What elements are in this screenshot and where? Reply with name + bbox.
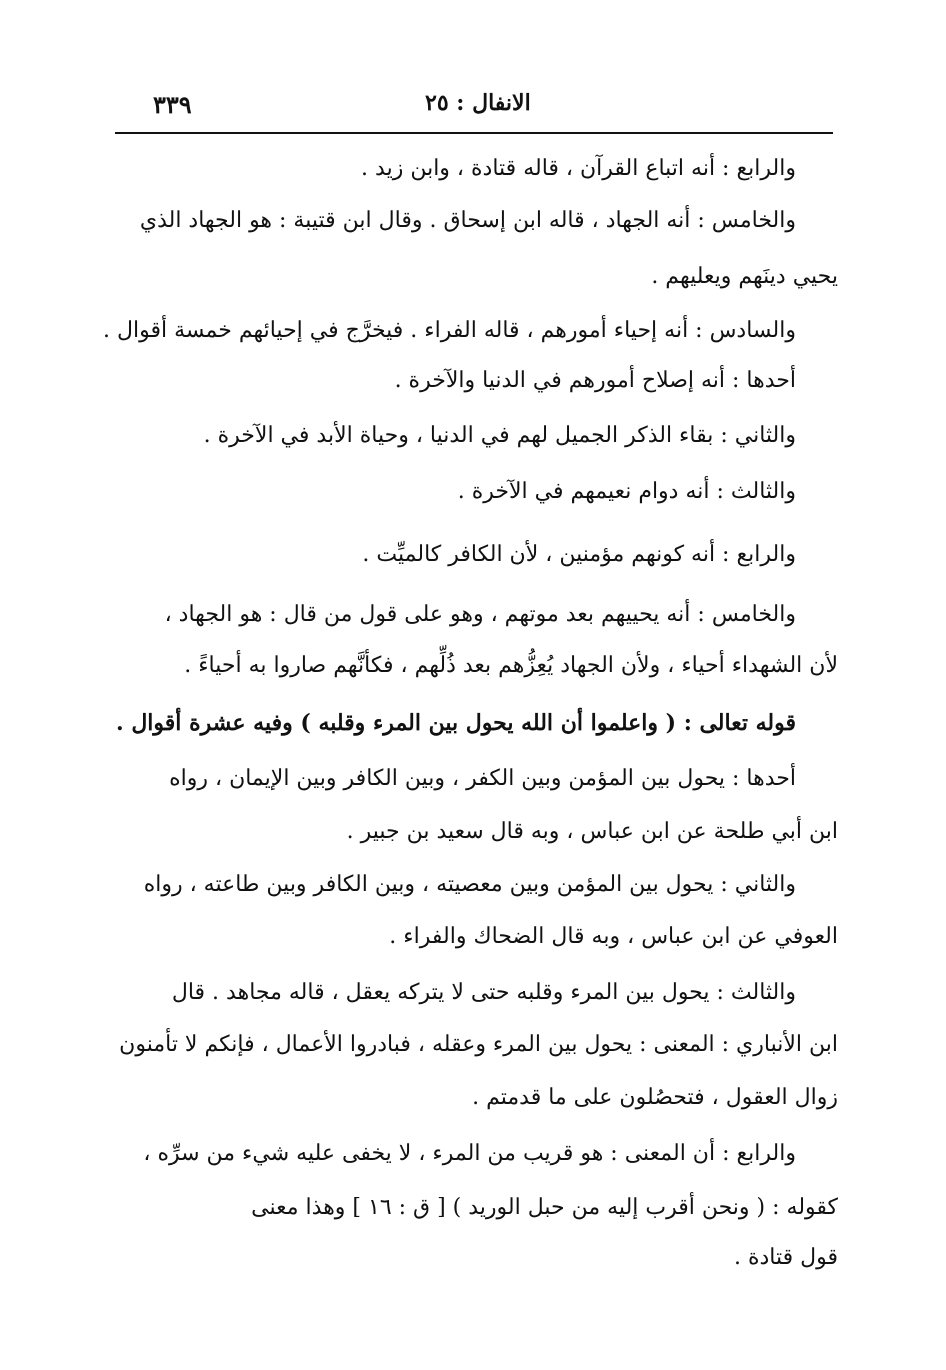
- text-line: والثاني : بقاء الذكر الجميل لهم في الدنيا ، وحياة الأبد في الآخرة .: [203, 423, 796, 448]
- header-rule: [115, 132, 833, 134]
- text-line: والخامس : أنه الجهاد ، قاله ابن إسحاق . وقال ابن قتيبة : هو الجهاد الذي: [139, 208, 796, 233]
- text-line: والثاني : يحول بين المؤمن وبين معصيته ، وبين الكافر وبين طاعته ، رواه: [143, 872, 796, 897]
- running-head: الانفال : ٢٥: [425, 90, 531, 116]
- text-line: والرابع : أنه كونهم مؤمنين ، لأن الكافر كالميِّت .: [362, 542, 796, 567]
- text-line: والثالث : يحول بين المرء وقلبه حتى لا يتركه يعقل ، قاله مجاهد . قال: [171, 980, 796, 1005]
- text-line: والثالث : أنه دوام نعيمهم في الآخرة .: [457, 479, 796, 504]
- text-line: كقوله : ( ونحن أقرب إليه من حبل الوريد ) [ ق : ١٦ ] وهذا معنى: [251, 1195, 838, 1220]
- text-line: ابن أبي طلحة عن ابن عباس ، وبه قال سعيد بن جبير .: [346, 819, 838, 844]
- text-line: أحدها : يحول بين المؤمن وبين الكفر ، وبين الكافر وبين الإيمان ، رواه: [169, 766, 796, 791]
- text-line: والخامس : أنه يحييهم بعد موتهم ، وهو على قول من قال : هو الجهاد ،: [164, 602, 796, 627]
- text-line: زوال العقول ، فتحصُلون على ما قدمتم .: [472, 1085, 838, 1110]
- text-line: قوله تعالى : ( واعلموا أن الله يحول بين المرء وقلبه ) وفيه عشرة أقوال .: [116, 710, 796, 736]
- text-line: ابن الأنباري : المعنى : يحول بين المرء وعقله ، فبادروا الأعمال ، فإنكم لا تأمنون: [119, 1032, 838, 1057]
- text-line: والرابع : أن المعنى : هو قريب من المرء ، لا يخفى عليه شيء من سرِّه ،: [143, 1141, 796, 1166]
- text-line: العوفي عن ابن عباس ، وبه قال الضحاك والفراء .: [389, 924, 838, 949]
- page-header: [115, 88, 835, 128]
- text-line: يحيي دينَهم ويعليهم .: [651, 264, 838, 289]
- page-number: ٣٣٩: [153, 90, 192, 119]
- text-line: والرابع : أنه اتباع القرآن ، قاله قتادة ، وابن زيد .: [361, 156, 796, 181]
- text-line: والسادس : أنه إحياء أمورهم ، قاله الفراء . فيخرَّج في إحيائهم خمسة أقوال .: [103, 318, 796, 343]
- text-line: قول قتادة .: [733, 1245, 838, 1270]
- text-line: لأن الشهداء أحياء ، ولأن الجهاد يُعِزُّهم بعد ذُلِّهم ، فكأنَّهم صاروا به أحياءً .: [184, 653, 838, 678]
- text-line: أحدها : أنه إصلاح أمورهم في الدنيا والآخرة .: [394, 368, 796, 393]
